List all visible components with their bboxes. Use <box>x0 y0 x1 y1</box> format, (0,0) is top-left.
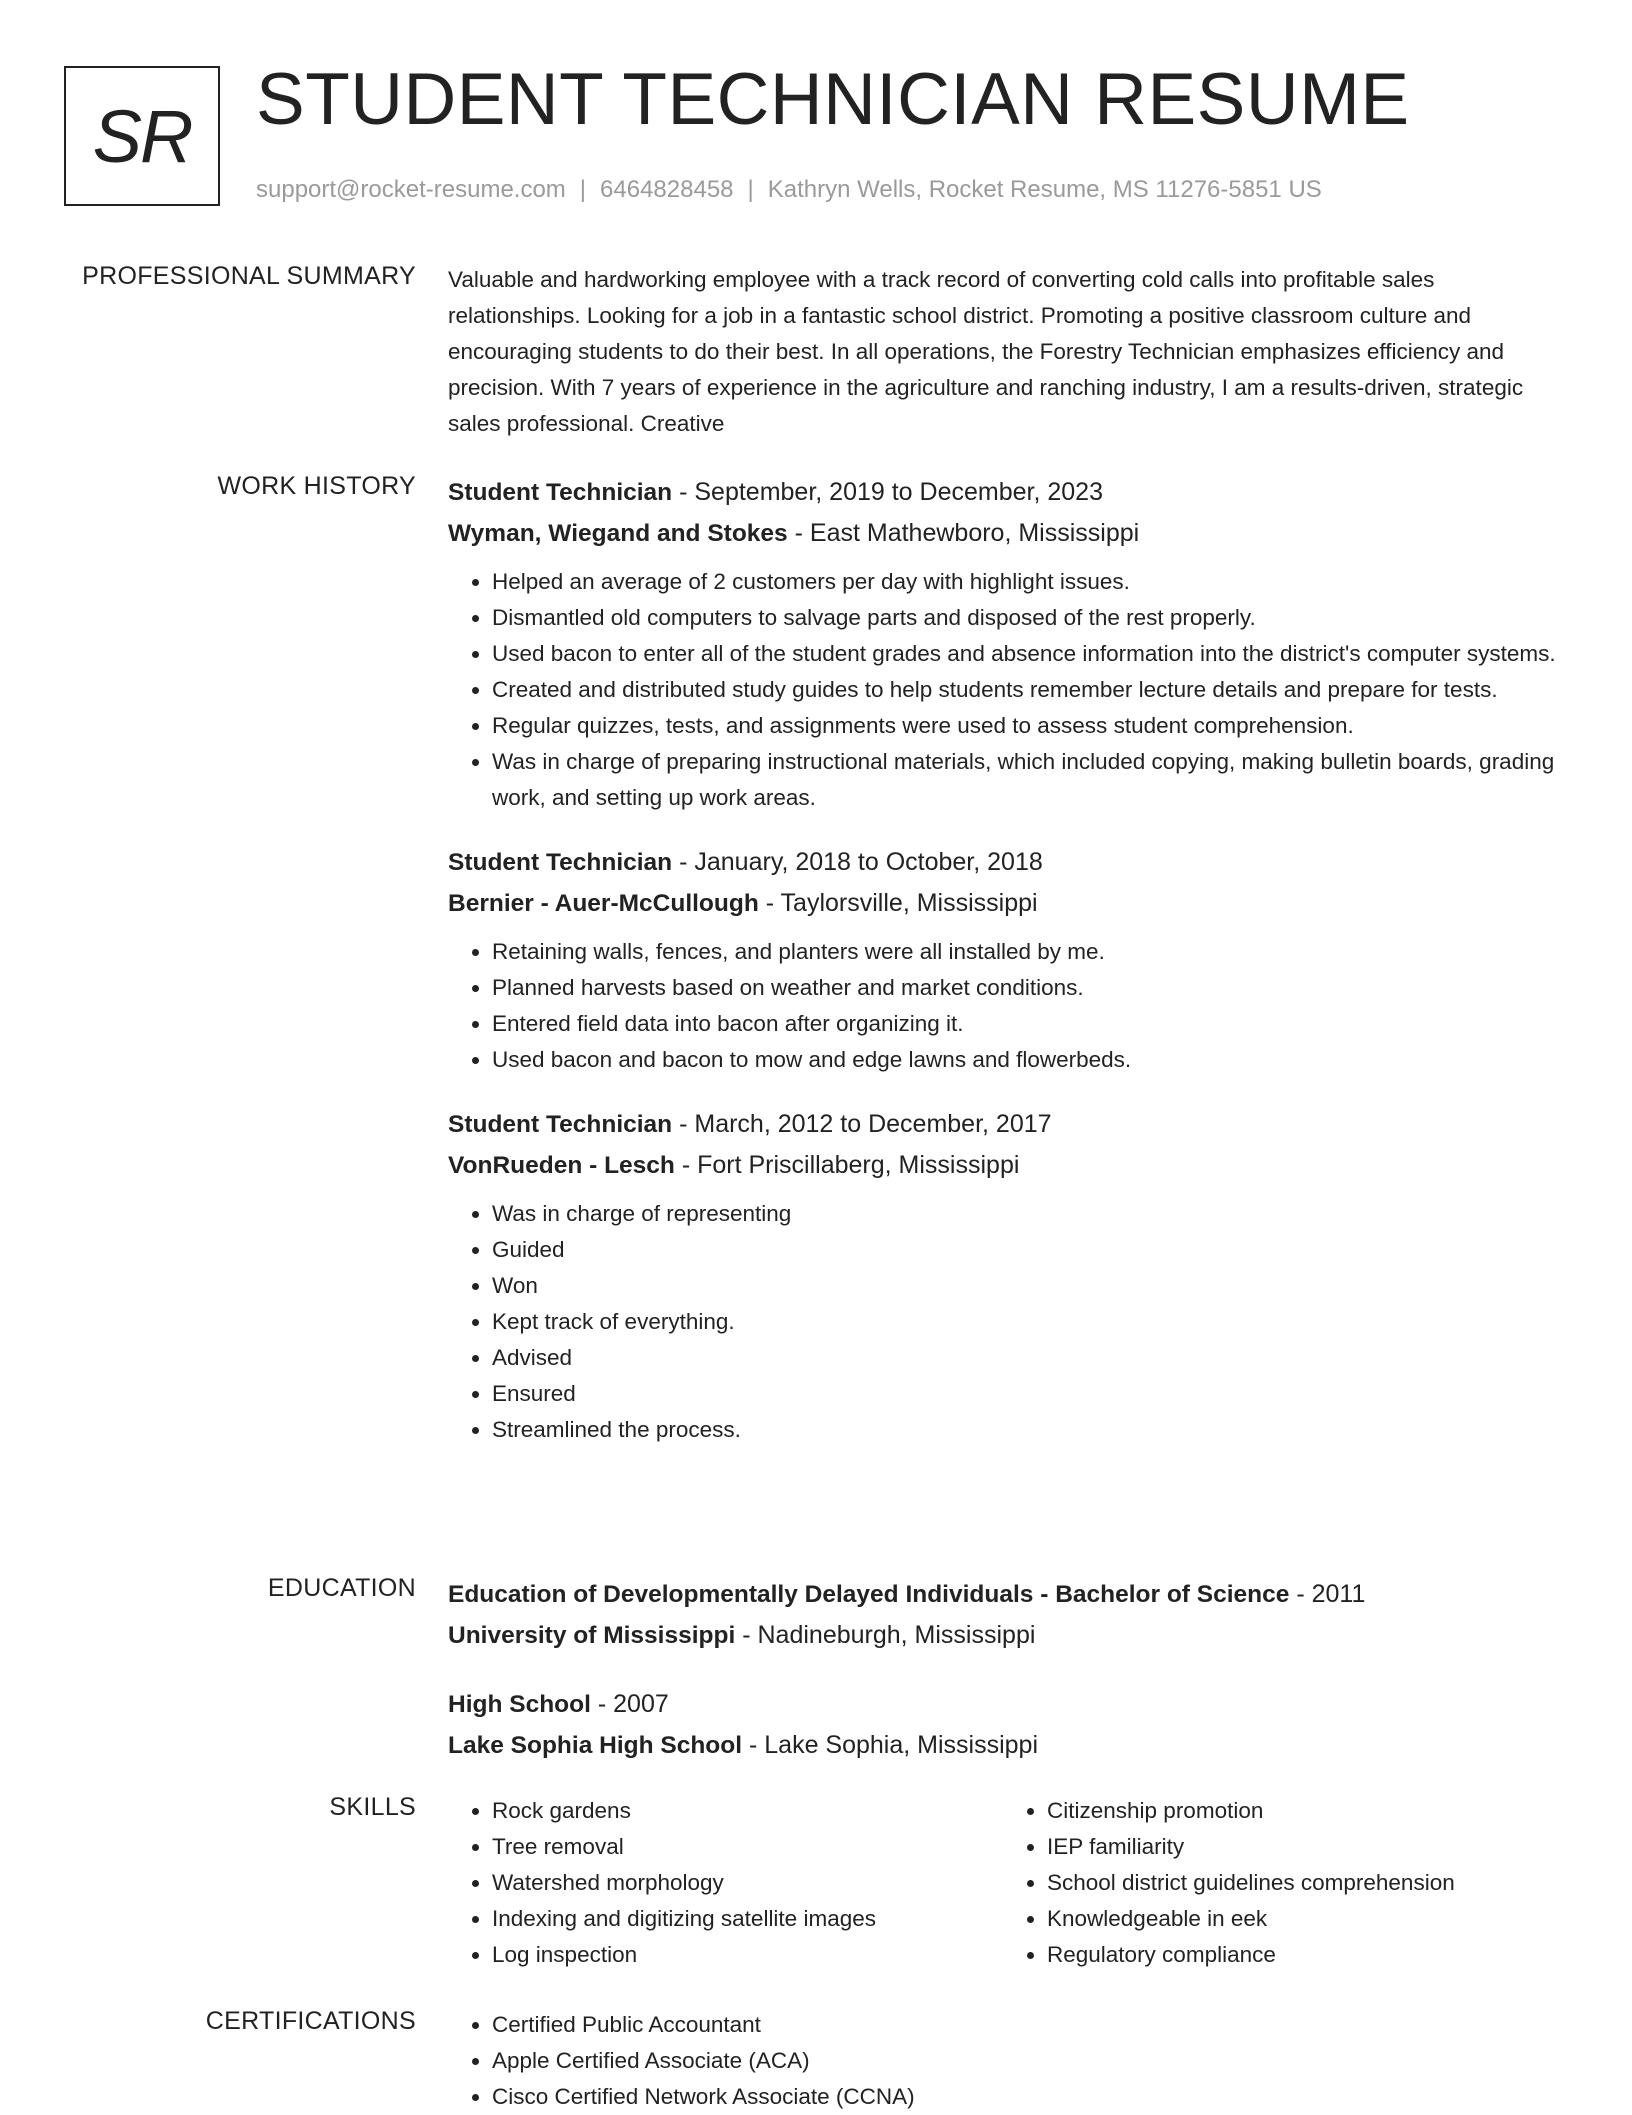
school-name: Lake Sophia High School <box>448 1732 743 1759</box>
degree-year: - 2007 <box>590 1690 669 1718</box>
bullet-item: • Used bacon and bacon to mow and edge lawns and flowerbeds. <box>492 1042 1558 1078</box>
job-location: - Taylorsville, Mississippi <box>758 889 1038 917</box>
job-title: Student Technician <box>448 849 673 876</box>
education-entry <box>448 1684 1558 1766</box>
section-label-education: EDUCATION <box>267 1574 416 1602</box>
job-company: VonRueden - Lesch <box>448 1152 675 1179</box>
contact-email[interactable]: support@rocket-resume.com <box>256 176 566 203</box>
bullet-item: • Retaining walls, fences, and planters were all installed by me. <box>492 934 1558 970</box>
job-title: Student Technician <box>448 479 673 506</box>
contact-separator: | <box>747 176 754 203</box>
skill-item: • Citizenship promotion <box>1047 1793 1558 1829</box>
section-label-summary: PROFESSIONAL SUMMARY <box>82 262 416 290</box>
job-location: - Fort Priscillaberg, Mississippi <box>674 1151 1020 1179</box>
bullet-item: • Guided <box>492 1232 1558 1268</box>
job-bullets <box>448 934 1558 1078</box>
section-label-skills: SKILLS <box>329 1793 416 1821</box>
job-company: Wyman, Wiegand and Stokes <box>448 520 788 547</box>
job-entry <box>448 472 1558 816</box>
certification-item: • Cisco Certified Network Associate (CCNA) <box>492 2079 1558 2115</box>
contact-line <box>256 176 1322 204</box>
contact-phone[interactable]: 6464828458 <box>600 176 734 203</box>
school-location: - Lake Sophia, Mississippi <box>742 1731 1039 1759</box>
skill-item: • Tree removal <box>492 1829 1003 1865</box>
bullet-item: • Ensured <box>492 1376 1558 1412</box>
bullet-item: • Dismantled old computers to salvage parts and disposed of the rest properly. <box>492 600 1558 636</box>
skill-item: • Indexing and digitizing satellite images <box>492 1901 1003 1937</box>
degree-year: - 2011 <box>1289 1580 1366 1608</box>
bullet-item: • Streamlined the process. <box>492 1412 1558 1448</box>
bullet-item: • Created and distributed study guides to help students remember lecture details and prepare for tests. <box>492 672 1558 708</box>
contact-address: Kathryn Wells, Rocket Resume, MS 11276-5851 US <box>767 176 1322 203</box>
job-dates: - March, 2012 to December, 2017 <box>672 1110 1052 1138</box>
bullet-item: • Regular quizzes, tests, and assignments were used to assess student comprehension. <box>492 708 1558 744</box>
education-entry <box>448 1574 1558 1656</box>
job-dates: - January, 2018 to October, 2018 <box>672 848 1043 876</box>
contact-separator: | <box>579 176 587 203</box>
section-label-certifications: CERTIFICATIONS <box>205 2007 416 2035</box>
school-line <box>448 1725 1558 1766</box>
bullet-item: • Advised <box>492 1340 1558 1376</box>
job-company-line <box>448 883 1558 924</box>
job-entry <box>448 1104 1558 1448</box>
certification-item: • Apple Certified Associate (ACA) <box>492 2043 1558 2079</box>
job-bullets <box>448 564 1558 816</box>
school-name: University of Mississippi <box>448 1622 736 1649</box>
bullet-item: • Planned harvests based on weather and market conditions. <box>492 970 1558 1006</box>
skills-column-2 <box>1003 1793 1558 1973</box>
bullet-item: • Was in charge of representing <box>492 1196 1558 1232</box>
job-dates: - September, 2019 to December, 2023 <box>672 478 1103 506</box>
degree-line <box>448 1574 1558 1615</box>
skill-item: • IEP familiarity <box>1047 1829 1558 1865</box>
job-bullets <box>448 1196 1558 1448</box>
certification-item: • Certified Public Accountant <box>492 2007 1558 2043</box>
job-location: - East Mathewboro, Mississippi <box>787 519 1140 547</box>
job-company-line <box>448 1145 1558 1186</box>
summary-text: Valuable and hardworking employee with a track record of converting cold calls into profitable sales relationships. Looking for a job in a fantastic school district. Promoting a positive classroom culture and encouraging students to do their best. In all operations, the Forestry Technician emphasizes efficiency and precision. With 7 years of experience in the agriculture and ranching industry, I am a results-driven, strategic sales professional. Creative <box>448 267 1524 436</box>
school-line <box>448 1615 1558 1656</box>
skill-item: • Regulatory compliance <box>1047 1937 1558 1973</box>
skills-column-1 <box>448 1793 1003 1973</box>
job-title-line <box>448 1104 1558 1145</box>
page-title: STUDENT TECHNICIAN RESUME <box>256 59 1410 140</box>
skill-item: • School district guidelines comprehension <box>1047 1865 1558 1901</box>
degree-name: Education of Developmentally Delayed Individuals - Bachelor of Science <box>448 1581 1290 1608</box>
skill-item: • Knowledgeable in eek <box>1047 1901 1558 1937</box>
bullet-item: • Helped an average of 2 customers per day with highlight issues. <box>492 564 1558 600</box>
job-title-line <box>448 842 1558 883</box>
certifications-list <box>448 2007 1558 2115</box>
skill-item: • Watershed morphology <box>492 1865 1003 1901</box>
skill-item: • Rock gardens <box>492 1793 1003 1829</box>
bullet-item: • Used bacon to enter all of the student grades and absence information into the district's computer systems. <box>492 636 1558 672</box>
school-location: - Nadineburgh, Mississippi <box>735 1621 1036 1649</box>
bullet-item: • Was in charge of preparing instructional materials, which included copying, making bulletin boards, grading work, and setting up work areas. <box>492 744 1558 816</box>
job-title: Student Technician <box>448 1111 673 1138</box>
job-title-line <box>448 472 1558 513</box>
degree-line <box>448 1684 1558 1725</box>
monogram-logo: SR <box>64 66 220 206</box>
job-company: Bernier - Auer-McCullough <box>448 890 759 917</box>
degree-name: High School <box>448 1691 591 1718</box>
job-entry <box>448 842 1558 1078</box>
bullet-item: • Kept track of everything. <box>492 1304 1558 1340</box>
job-company-line <box>448 513 1558 554</box>
bullet-item: • Entered field data into bacon after organizing it. <box>492 1006 1558 1042</box>
skill-item: • Log inspection <box>492 1937 1003 1973</box>
bullet-item: • Won <box>492 1268 1558 1304</box>
section-label-work: WORK HISTORY <box>217 472 416 500</box>
